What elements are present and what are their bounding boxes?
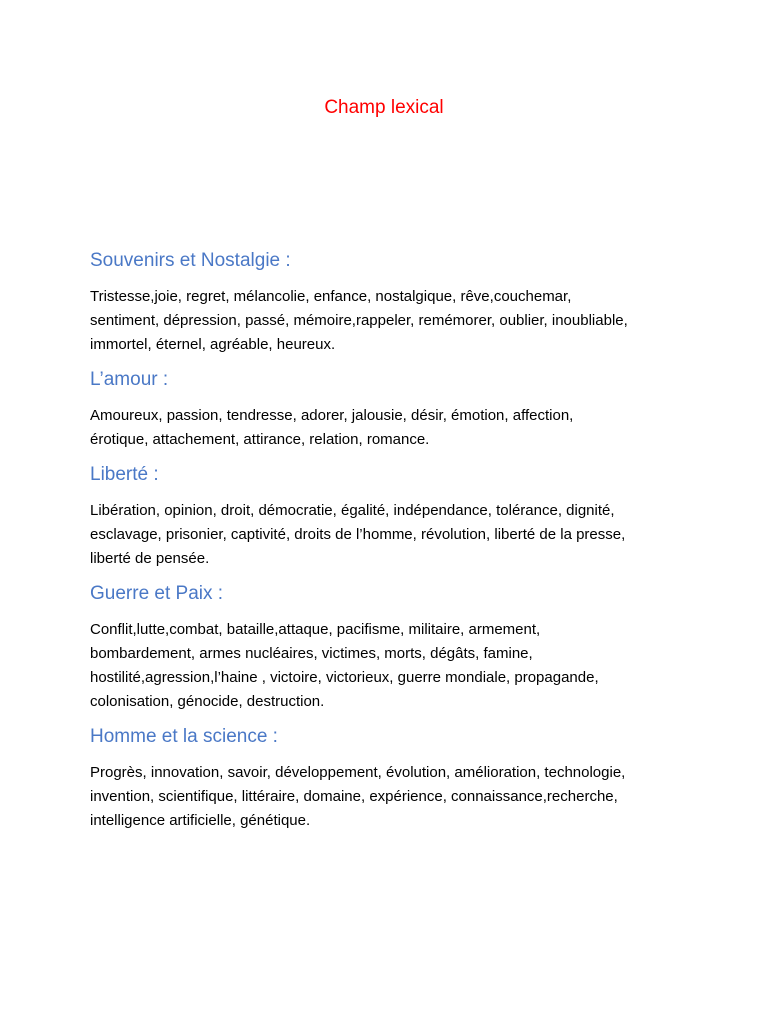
section-heading: L’amour : (90, 369, 169, 390)
section-heading: Liberté : (90, 464, 159, 485)
section-body: Amoureux, passion, tendresse, adorer, jalousie, désir, émotion, affection, érotique, attachement, attirance, relation, romance. (90, 407, 574, 448)
section-guerre-paix (90, 581, 690, 714)
section-amour (90, 367, 690, 452)
document-title: Champ lexical (324, 97, 444, 118)
section-body: Progrès, innovation, savoir, développement, évolution, amélioration, technologie, invention, scientifique, littéraire, domaine, expérience, connaissance,recherche, intelligence artificielle, génétique. (90, 764, 626, 829)
section-homme-science (90, 724, 690, 833)
section-body: Tristesse,joie, regret, mélancolie, enfance, nostalgique, rêve,couchemar, sentiment, dépression, passé, mémoire,rappeler, remémorer, oublier, inoubliable, immortel, éternel, agréable, heureux. (90, 288, 628, 353)
section-heading: Homme et la science : (90, 726, 278, 747)
section-body: Conflit,lutte,combat, bataille,attaque, pacifisme, militaire, armement, bombardement, armes nucléaires, victimes, morts, dégâts, famine, hostilité,agression,l’haine , victoire, victorieux, guerre mondiale, propagande, colonisation, génocide, destruction. (90, 621, 599, 710)
section-body: Libération, opinion, droit, démocratie, égalité, indépendance, tolérance, dignité, esclavage, prisonier, captivité, droits de l’homme, révolution, liberté de la presse, liberté de pensée. (90, 502, 626, 567)
section-heading: Souvenirs et Nostalgie : (90, 250, 291, 271)
document-content (90, 248, 690, 843)
section-liberte (90, 462, 690, 571)
section-souvenirs-nostalgie (90, 248, 690, 357)
section-heading: Guerre et Paix : (90, 583, 224, 604)
